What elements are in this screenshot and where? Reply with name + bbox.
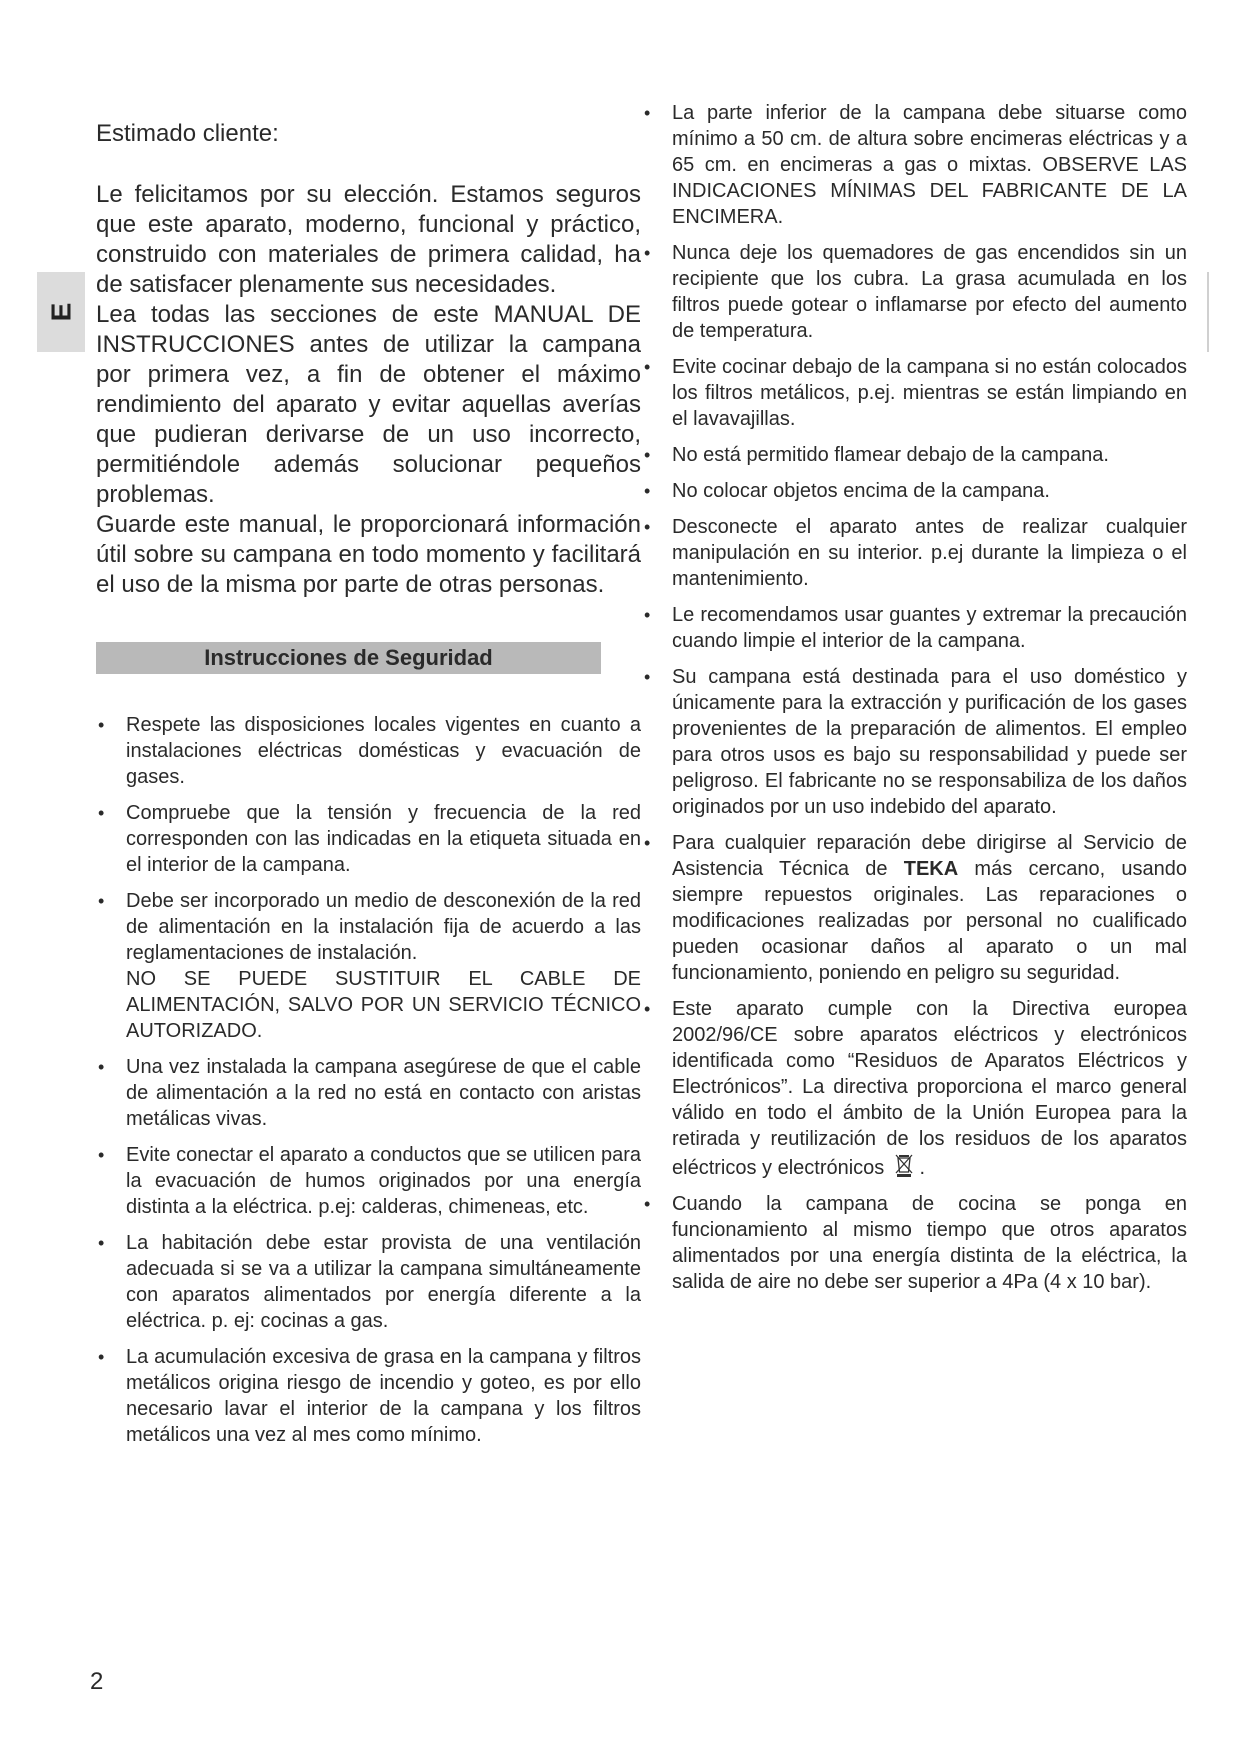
list-item-text: Para cualquier reparación debe dirigirse al Servicio de Asistencia Técnica de — [672, 832, 1187, 880]
list-item: • Nunca deje los quemadores de gas encendidos sin un recipiente que los cubra. La grasa acumulada en los filtros puede gotear o inflamarse por efecto del aumento de temperatura. — [642, 240, 1187, 344]
safety-list-left — [96, 712, 641, 1448]
list-item: • No colocar objetos encima de la campana. — [642, 478, 1187, 504]
intro — [96, 180, 641, 600]
list-item-text: Debe ser incorporado un medio de desconexión de la red de alimentación en la instalación fija de acuerdo a las reglamentaciones de instalación. — [126, 890, 641, 964]
section-title: Instrucciones de Seguridad — [204, 645, 493, 670]
brand-name: TEKA — [903, 858, 959, 880]
left-column — [96, 112, 641, 1458]
list-item — [96, 888, 641, 1044]
language-letter: E — [45, 302, 76, 322]
greeting: Estimado cliente: — [96, 120, 279, 147]
list-item-text: . — [919, 1157, 925, 1179]
list-item: • Compruebe que la tensión y frecuencia de la red corresponden con las indicadas en la etiqueta situada en el interior de la campana. — [96, 800, 641, 878]
list-item: • Cuando la campana de cocina se ponga en funcionamiento al mismo tiempo que otros aparatos alimentados por una energía distinta de la eléctrica, la salida de aire no debe ser superior a 4Pa (4 x 10 bar). — [642, 1191, 1187, 1295]
right-column — [642, 100, 1187, 1305]
list-item-text: más cercano, usando siempre repuestos originales. Las reparaciones o modificaciones realizadas por personal no cualificado pueden ocasionar daños al aparato o un mal funcionamiento, poniendo en peligro su seguridad. — [672, 858, 1187, 984]
list-item-warning: NO SE PUEDE SUSTITUIR EL CABLE DE ALIMENTACIÓN, SALVO POR UN SERVICIO TÉCNICO AUTORIZADO. — [126, 968, 641, 1042]
list-item: • La habitación debe estar provista de una ventilación adecuada si se va a utilizar la campana simultáneamente con aparatos alimentados por energía diferente a la eléctrica. p. ej: cocinas a gas. — [96, 1230, 641, 1334]
page-number: 2 — [90, 1668, 104, 1695]
weee-bin-icon — [894, 1152, 914, 1178]
intro-paragraph: Lea todas las secciones de este MANUAL DE INSTRUCCIONES antes de utilizar la campana por primera vez, a fin de obtener el máximo rendimiento del aparato y evitar aquellas averías que pudieran derivarse de un uso incorrecto, permitiéndole además solucionar pequeños problemas. — [96, 301, 641, 508]
section-heading — [96, 642, 601, 674]
list-item: • Respete las disposiciones locales vigentes en cuanto a instalaciones eléctricas domésticas y evacuación de gases. — [96, 712, 641, 790]
list-item: • Una vez instalada la campana asegúrese de que el cable de alimentación a la red no está en contacto con aristas metálicas vivas. — [96, 1054, 641, 1132]
list-item: • La acumulación excesiva de grasa en la campana y filtros metálicos origina riesgo de incendio y goteo, es por ello necesario lavar el interior de la campana y los filtros metálicos una vez al mes como mínimo. — [96, 1344, 641, 1448]
list-item: • La parte inferior de la campana debe situarse como mínimo a 50 cm. de altura sobre encimeras eléctricas y a 65 cm. en encimeras a gas o mixtas. OBSERVE LAS INDICACIONES MÍNIMAS DEL FABRICANTE DE LA ENCIMERA. — [642, 100, 1187, 230]
list-item: • No está permitido flamear debajo de la campana. — [642, 442, 1187, 468]
list-item: • Desconecte el aparato antes de realizar cualquier manipulación en su interior. p.ej durante la limpieza o el mantenimiento. — [642, 514, 1187, 592]
margin-rule — [1207, 272, 1209, 352]
list-item — [642, 830, 1187, 986]
list-item: • Evite conectar el aparato a conductos que se utilicen para la evacuación de humos originados por una energía distinta a la eléctrica. p.ej: calderas, chimeneas, etc. — [96, 1142, 641, 1220]
list-item: • Le recomendamos usar guantes y extremar la precaución cuando limpie el interior de la campana. — [642, 602, 1187, 654]
list-item — [642, 996, 1187, 1181]
safety-list-right — [642, 100, 1187, 1295]
list-item: • Evite cocinar debajo de la campana si no están colocados los filtros metálicos, p.ej. mientras se están limpiando en el lavavajillas. — [642, 354, 1187, 432]
intro-paragraph: Guarde este manual, le proporcionará información útil sobre su campana en todo momento y facilitará el uso de la misma por parte de otras personas. — [96, 511, 641, 598]
language-tab — [37, 272, 85, 352]
intro-paragraph: Le felicitamos por su elección. Estamos seguros que este aparato, moderno, funcional y práctico, construido con materiales de primera calidad, ha de satisfacer plenamente sus necesidades. — [96, 181, 641, 298]
list-item-text: Este aparato cumple con la Directiva europea 2002/96/CE sobre aparatos eléctricos y electrónicos identificada como “Residuos de Aparatos Eléctricos y Electrónicos”. La directiva proporciona el marco general válido en todo el ámbito de la Unión Europea para la retirada y reutilización de los residuos de los aparatos eléctricos y electrónicos — [672, 998, 1187, 1179]
list-item: • Su campana está destinada para el uso doméstico y únicamente para la extracción y purificación de los gases provenientes de la preparación de alimentos. El empleo para otros usos es bajo su responsabilidad y puede ser peligroso. El fabricante no se responsabiliza de los daños originados por un uso indebido del aparato. — [642, 664, 1187, 820]
